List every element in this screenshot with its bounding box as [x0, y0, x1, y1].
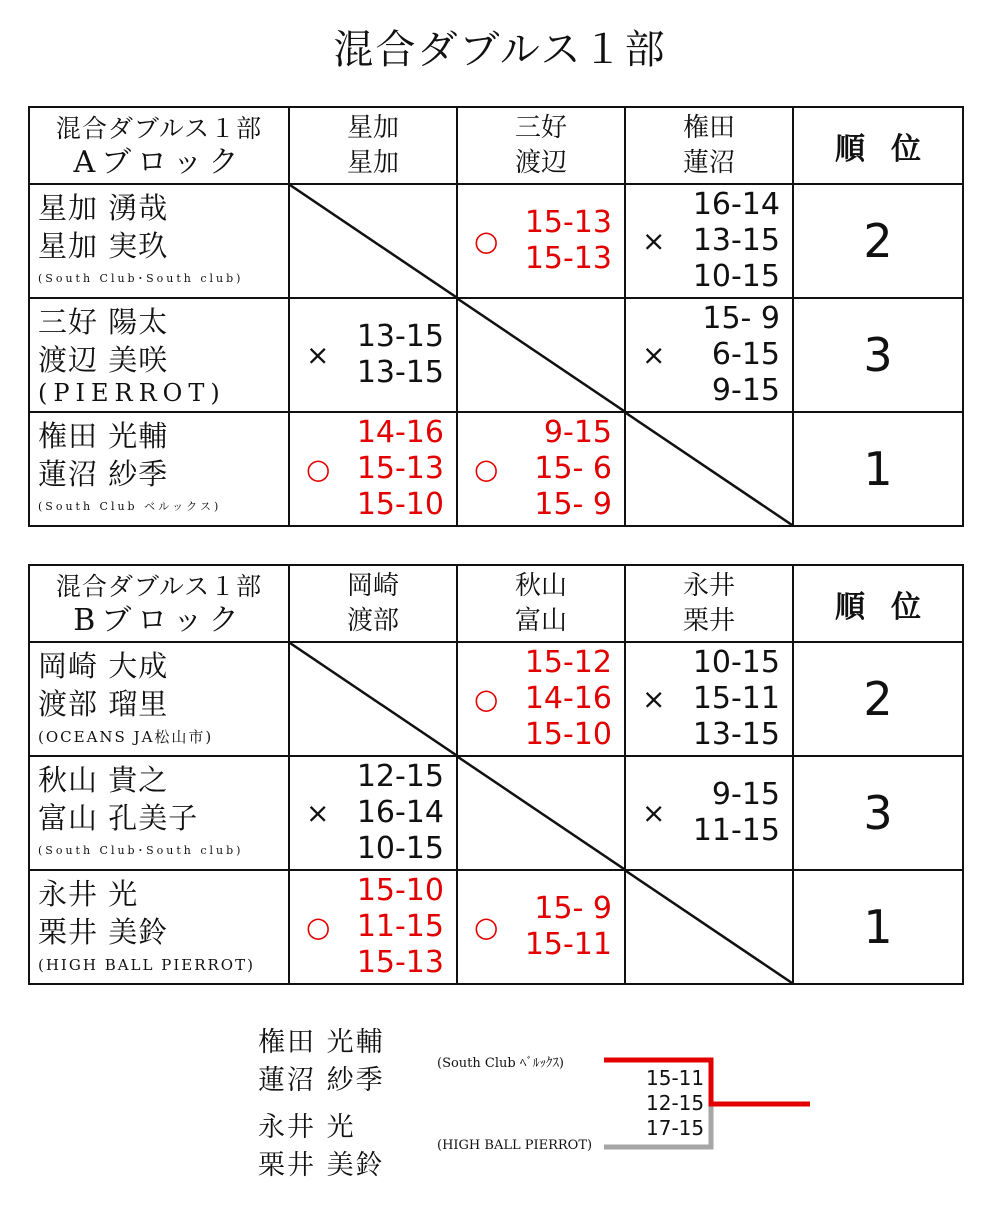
page-title: 混合ダブルス１部 [333, 27, 667, 73]
opponent-header [457, 565, 625, 642]
club-name: (HIGH BALL PIERROT) [38, 956, 255, 974]
player-cell [29, 756, 289, 870]
opponent-name: 富山 [514, 605, 567, 636]
win-mark: ○ [474, 910, 499, 944]
diagonal-line [626, 413, 792, 525]
opponent-header [457, 107, 625, 184]
final-club-2: (HIGH BALL PIERROT) [437, 1138, 593, 1153]
self-cell [289, 642, 457, 756]
opponent-header [625, 107, 793, 184]
player-name: 蓮沼 紗季 [38, 457, 169, 491]
match-cell [457, 870, 625, 984]
player-name: 渡部 瑠里 [38, 687, 169, 721]
loss-mark: × [306, 338, 330, 372]
player-name: 星加 実玖 [38, 229, 169, 263]
match-cell [625, 642, 793, 756]
club-name: (OCEANS JA松山市) [38, 728, 214, 746]
match-cell [289, 412, 457, 526]
score-list: 14-16 15-13 15-10 [356, 415, 444, 522]
club-name: (South Club･South club) [38, 272, 244, 285]
final-pair-1 [258, 1024, 385, 1100]
diagonal-line [626, 871, 792, 983]
score-list: 15-12 14-16 15-10 [524, 645, 612, 752]
score-list: 13-15 13-15 [356, 319, 444, 390]
opponent-name: 渡部 [346, 605, 399, 636]
win-mark: ○ [306, 452, 331, 486]
player-name: 星加 湧哉 [38, 191, 169, 225]
final-club-1: (South Club ﾍﾞﾙｯｸｽ) [437, 1056, 564, 1071]
opponent-name: 星加 [346, 112, 399, 143]
loss-mark: × [642, 338, 666, 372]
final-pair-2 [258, 1109, 385, 1185]
score-list: 10-15 15-11 13-15 [692, 645, 780, 752]
player-cell [29, 298, 289, 412]
diagonal-line [290, 185, 456, 297]
score-list: 15-10 11-15 15-13 [356, 873, 444, 980]
player-name: 永井 光 [38, 877, 139, 911]
loss-mark: × [642, 224, 666, 258]
score-list: 9-15 15- 6 15- 9 [534, 415, 612, 522]
opponent-name: 岡崎 [346, 570, 399, 601]
player-name: 渡辺 美咲 [38, 343, 169, 377]
rank-value: 3 [793, 756, 963, 870]
score-list: 15- 9 6-15 9-15 [702, 301, 780, 408]
diagonal-line [290, 643, 456, 755]
block-name: Aブロック [73, 144, 245, 180]
block-b-table [28, 564, 964, 985]
club-name: (South Club･South club) [38, 844, 244, 857]
diagonal-line [458, 757, 624, 869]
score-list: 12-15 16-14 10-15 [356, 759, 444, 866]
win-mark: ○ [474, 682, 499, 716]
player-name: 富山 孔美子 [38, 801, 199, 835]
match-cell [625, 298, 793, 412]
match-cell [625, 184, 793, 298]
win-mark: ○ [474, 224, 499, 258]
block-name: Bブロック [73, 602, 245, 638]
loss-mark: × [642, 796, 666, 830]
opponent-name: 星加 [346, 147, 399, 178]
self-cell [625, 870, 793, 984]
rank-header: 順位 [793, 107, 963, 184]
player-name: 永井 光 [258, 1112, 356, 1143]
match-cell [457, 184, 625, 298]
player-name: 栗井 美鈴 [38, 915, 169, 949]
opponent-name: 永井 [682, 570, 735, 601]
player-name: 権田 光輔 [38, 419, 169, 453]
self-cell [457, 756, 625, 870]
loss-mark: × [642, 682, 666, 716]
rank-value: 3 [793, 298, 963, 412]
self-cell [289, 184, 457, 298]
loss-mark: × [306, 796, 330, 830]
club-name: (PIERROT) [38, 379, 226, 407]
opponent-header [625, 565, 793, 642]
score-list: 15- 9 15-11 [524, 891, 612, 962]
player-name: 栗井 美鈴 [258, 1150, 385, 1181]
opponent-name: 渡辺 [514, 147, 567, 178]
rank-value: 1 [793, 412, 963, 526]
match-cell [289, 756, 457, 870]
match-cell [457, 642, 625, 756]
club-name: (South Club ベルックス) [38, 500, 222, 513]
rank-value: 1 [793, 870, 963, 984]
player-name: 岡崎 大成 [38, 649, 169, 683]
block-title: 混合ダブルス１部 [55, 571, 263, 601]
match-cell [457, 412, 625, 526]
player-cell [29, 184, 289, 298]
win-mark: ○ [474, 452, 499, 486]
player-cell [29, 870, 289, 984]
match-cell [289, 870, 457, 984]
player-name: 三好 陽太 [38, 305, 169, 339]
rank-header: 順位 [793, 565, 963, 642]
player-cell [29, 412, 289, 526]
match-cell [625, 756, 793, 870]
match-cell [289, 298, 457, 412]
player-name: 権田 光輔 [258, 1027, 385, 1058]
self-cell [457, 298, 625, 412]
score-list: 15-13 15-13 [524, 205, 612, 276]
opponent-name: 三好 [514, 112, 567, 143]
rank-value: 2 [793, 184, 963, 298]
block-title: 混合ダブルス１部 [55, 113, 263, 143]
opponent-header [289, 107, 457, 184]
win-mark: ○ [306, 910, 331, 944]
player-cell [29, 642, 289, 756]
player-name: 秋山 貴之 [38, 763, 169, 797]
opponent-name: 栗井 [682, 605, 735, 636]
self-cell [625, 412, 793, 526]
block-a-table [28, 106, 964, 527]
opponent-name: 秋山 [514, 570, 567, 601]
block-header [29, 565, 289, 642]
opponent-header [289, 565, 457, 642]
block-header [29, 107, 289, 184]
rank-value: 2 [793, 642, 963, 756]
opponent-name: 蓮沼 [682, 147, 735, 178]
diagonal-line [458, 299, 624, 411]
score-list: 16-14 13-15 10-15 [692, 187, 780, 294]
final-scores: 15-11 12-15 17-15 [646, 1066, 705, 1140]
opponent-name: 権田 [682, 112, 735, 143]
winner-bracket-line [604, 1060, 810, 1104]
player-name: 蓮沼 紗季 [258, 1065, 385, 1096]
score-list: 9-15 11-15 [692, 777, 780, 848]
